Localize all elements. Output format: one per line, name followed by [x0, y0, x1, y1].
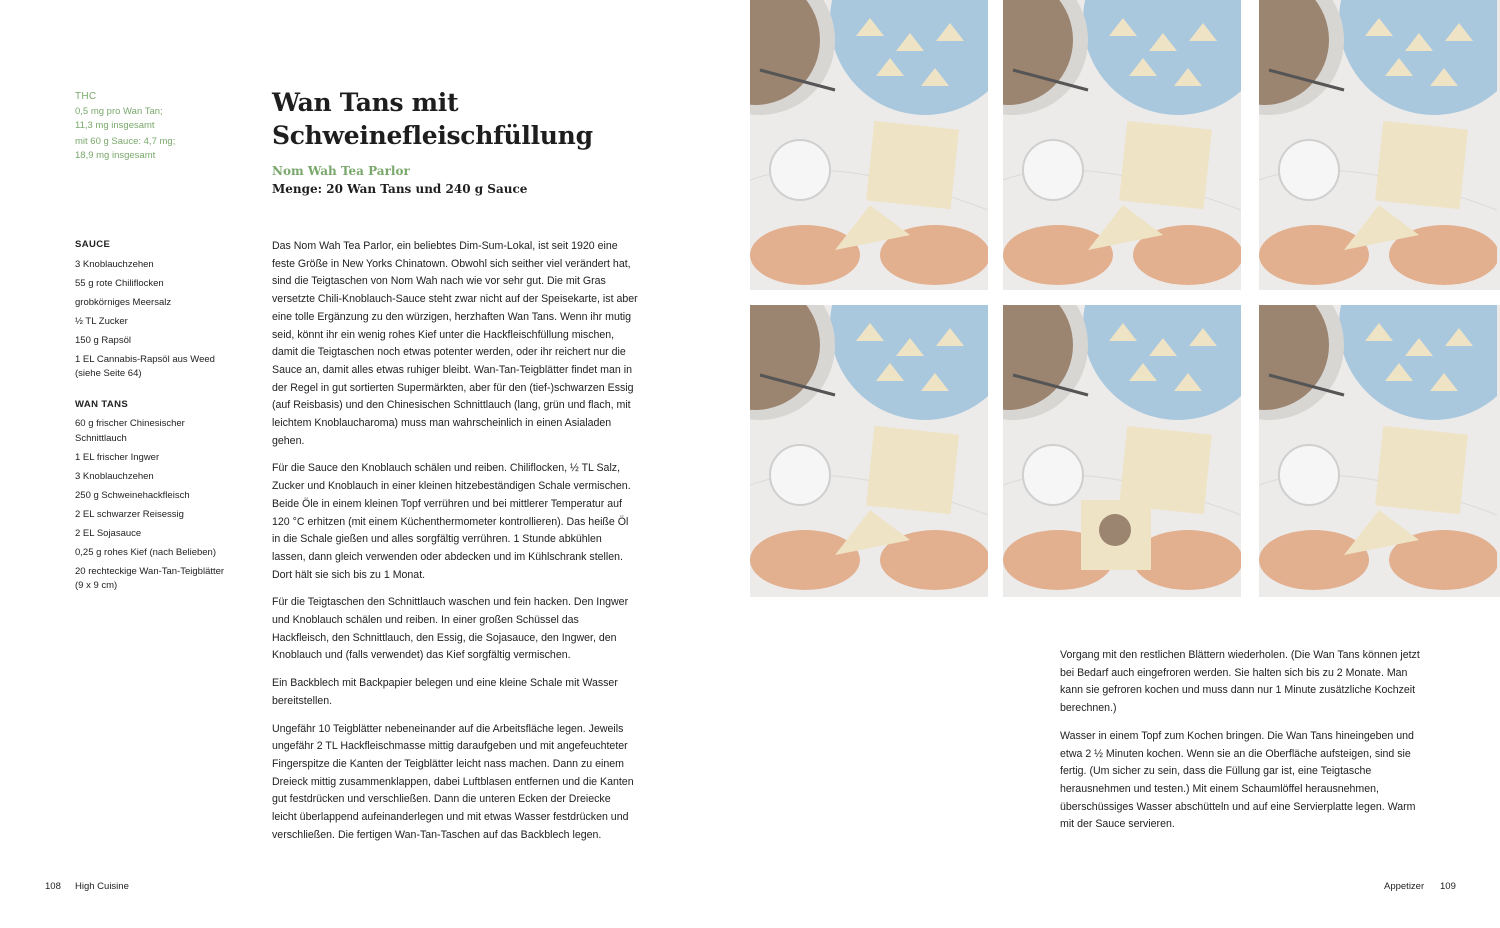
- ingredient-item: 1 EL Cannabis-Rapsöl aus Weed (siehe Seite 64): [75, 353, 215, 379]
- title-line-1: Wan Tans mit: [272, 88, 459, 117]
- water-dish: [1023, 140, 1083, 200]
- left-hand: [1259, 530, 1369, 590]
- ingredient-item: 2 EL Sojasauce: [75, 527, 142, 539]
- ingredient-item: 2 EL schwarzer Reisessig: [75, 508, 184, 520]
- thc-line-1a: 0,5 mg pro Wan Tan;: [75, 106, 163, 117]
- body-text-right: [1060, 647, 1428, 844]
- thc-line-1b: 11,3 mg insgesamt: [75, 120, 155, 131]
- step-photo: [750, 305, 988, 597]
- step-photo: [750, 0, 988, 290]
- water-dish: [770, 140, 830, 200]
- ingredient-item: ½ TL Zucker: [75, 315, 128, 327]
- recipe-yield: Menge: 20 Wan Tans und 240 g Sauce: [272, 182, 528, 196]
- folding-paragraph: Ungefähr 10 Teigblätter nebeneinander auf die Arbeitsfläche legen. Jeweils ungefähr 2 TL Hackfleischmasse mittig daraufgeben und mit angefeuchteter Fingerspitze die Kanten der Teigblätter leicht nass machen. Dann zu einem Dreieck mittig zusammenklappen, dabei Luftblasen entfernen und die Kanten gut festdrücken und verschließen. Dann die unteren Ecken der Dreiecke leicht überlappend aufeinanderlegen und mit etwas Wasser festdrücken und verschließen. Die fertigen Wan-Tan-Taschen auf das Backblech legen.: [272, 722, 634, 841]
- sauce-method-paragraph: Für die Sauce den Knoblauch schälen und reiben. Chiliflocken, ½ TL Salz, Zucker und Knoblauch in einer kleinen hitzebeständigen Schale vermischen. Beide Öle in einem kleinen Topf verrühren und bei mittlerer Temperatur auf 120 °C erhitzen (mit einem Küchenthermometer kontrollieren). Das heiße Öl in die Schale gießen und alles sorgfältig verrühren. 1 Stunde abkühlen lassen, dann gleich verwenden oder abdecken und im Kühlschrank stellen. Dort hält sie sich bis zu 1 Monat.: [272, 462, 631, 581]
- wrapper-stack: [1119, 121, 1212, 209]
- thc-info: [75, 90, 225, 165]
- thc-dose-with-sauce: [75, 135, 225, 163]
- intro-paragraph: Das Nom Wah Tea Parlor, ein beliebtes Dim-Sum-Lokal, ist seit 1920 eine feste Größe in New Yorks Chinatown. Obwohl sich seither viel verändert hat, sind die Teigtaschen von Nom Wah nach wie vor sehr gut. Die mit Gras versetzte Chili-Knoblauch-Sauce steht zwar nicht auf der Speisekarte, ist aber eine tolle Ergänzung zu den würzigen, herzhaften Wan Tans. Wenn ihr mutig seid, könnt ihr ein wenig rohes Kief unter die Hackfleischfüllung mischen, damit die Teigtaschen noch etwas potenter werden, oder ihr reichert nur die Sauce an, damit alles etwas ruhiger bleibt. Wan-Tan-Teigblätter findet man in der Regel in gut sortierten Supermärkten, aber für den (tief-)schwarzen Essig (auf Reisbasis) und den Chinesischen Schnittlauch (lang, grün und flach, mit leichtem Knoblaucharoma) muss man wahrscheinlich in einen Asialaden gehen.: [272, 240, 638, 447]
- prep-paragraph: Ein Backblech mit Backpapier belegen und eine kleine Schale mit Wasser bereitstellen.: [272, 677, 618, 707]
- thc-line-2b: 18,9 mg insgesamt: [75, 150, 156, 161]
- left-hand: [750, 530, 860, 590]
- wrapper-stack: [866, 426, 959, 514]
- running-title-left: High Cuisine: [75, 881, 129, 892]
- ingredient-item: 250 g Schweinehackfleisch: [75, 489, 190, 501]
- step-photo-image: [750, 305, 988, 595]
- filling-dollop: [1099, 514, 1131, 546]
- ingredient-item: 60 g frischer Chinesischer Schnittlauch: [75, 418, 185, 444]
- step-photo: [1003, 0, 1241, 290]
- step-photo-image: [1003, 0, 1241, 290]
- ingredient-item: 3 Knoblauchzehen: [75, 258, 154, 270]
- recipe-source: Nom Wah Tea Parlor: [272, 164, 410, 178]
- sauce-heading: SAUCE: [75, 239, 111, 250]
- body-text-left: [272, 238, 638, 855]
- cooking-paragraph: Wasser in einem Topf zum Kochen bringen. Die Wan Tans hineingeben und etwa 2 ½ Minuten kochen. Wenn sie an die Oberfläche aufsteigen, sind sie fertig. (Um sicher zu sein, dass die Füllung gar ist, eine Teigtasche herausnehmen und testen.) Mit einem Schaumlöffel herausnehmen, überschüssiges Wasser abschütteln und auf eine Servierplatte legen. Warm mit der Sauce servieren.: [1060, 729, 1416, 831]
- water-dish: [1279, 445, 1339, 505]
- filling-method-paragraph: Für die Teigtaschen den Schnittlauch waschen und fein hacken. Den Ingwer und Knoblauch schälen und reiben. In einer großen Schüssel das Hackfleisch, den Schnittlauch, den Essig, die Sojasauce, den Ingwer, den Knoblauch und (falls verwendet) das Kief sorgfältig vermischen.: [272, 596, 629, 662]
- step-photo-image: [1259, 305, 1497, 595]
- recipe-title: [272, 86, 632, 152]
- page-number-left: 108: [45, 881, 61, 892]
- ingredient-list: [75, 238, 235, 598]
- thc-heading: THC: [75, 91, 97, 102]
- step-photo-image: [1259, 0, 1497, 290]
- left-hand: [1259, 225, 1369, 285]
- thc-line-2a: mit 60 g Sauce: 4,7 mg;: [75, 136, 176, 147]
- step-photo: [1259, 0, 1500, 290]
- wantans-heading: WAN TANS: [75, 398, 129, 410]
- thc-dose-per-wantan: [75, 105, 225, 133]
- left-hand: [750, 225, 860, 285]
- water-dish: [1023, 445, 1083, 505]
- freezing-paragraph: Vorgang mit den restlichen Blättern wiederholen. (Die Wan Tans können jetzt bei Bedarf auch eingefroren werden. Sie halten sich bis zu 2 Monate. Man kann sie gefroren kochen und muss dann nur 1 Minute zusätzliche Kochzeit berechnen.): [1060, 649, 1420, 715]
- wrapper-stack: [866, 121, 959, 209]
- page-number-right: 109: [1440, 881, 1456, 892]
- step-photo: [1259, 305, 1500, 597]
- ingredient-item: 3 Knoblauchzehen: [75, 470, 154, 482]
- left-hand: [1003, 225, 1113, 285]
- ingredient-item: grobkörniges Meersalz: [75, 296, 172, 308]
- ingredient-item: 20 rechteckige Wan-Tan-Teigblätter (9 x 9 cm): [75, 565, 225, 591]
- step-photo-image: [750, 0, 988, 290]
- ingredient-item: 55 g rote Chiliflocken: [75, 277, 164, 289]
- step-photo: [1003, 305, 1241, 597]
- ingredient-item: 0,25 g rohes Kief (nach Belieben): [75, 546, 217, 558]
- wrapper-stack: [1375, 121, 1468, 209]
- wrapper-stack: [1375, 426, 1468, 514]
- water-dish: [1279, 140, 1339, 200]
- ingredient-item: 150 g Rapsöl: [75, 334, 131, 346]
- ingredient-item: 1 EL frischer Ingwer: [75, 451, 160, 463]
- step-photo-image: [1003, 305, 1241, 595]
- running-title-right: Appetizer: [1384, 881, 1425, 892]
- title-line-2: Schweinefleischfüllung: [272, 121, 593, 150]
- water-dish: [770, 445, 830, 505]
